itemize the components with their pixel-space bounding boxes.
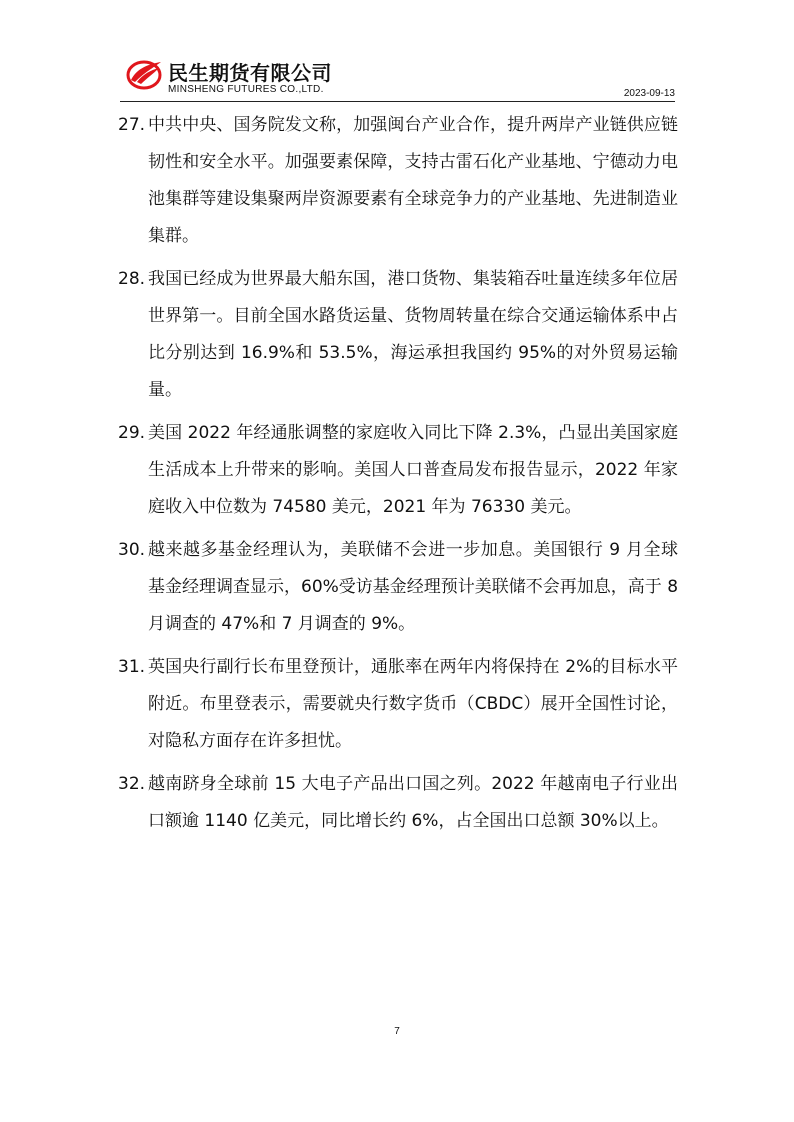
news-list bbox=[118, 107, 678, 846]
page-header bbox=[120, 54, 675, 102]
news-item bbox=[118, 261, 678, 409]
item-text: 美国 2022 年经通胀调整的家庭收入同比下降 2.3%，凸显出美国家庭生活成本上升带来的影响。美国人口普查局发布报告显示，2022 年家庭收入中位数为 74580 美元，2021 年为 76330 美元。 bbox=[148, 423, 678, 517]
item-number: 31. bbox=[118, 657, 146, 677]
item-text: 越南跻身全球前 15 大电子产品出口国之列。2022 年越南电子行业出口额逾 1140 亿美元，同比增长约 6%，占全国出口总额 30%以上。 bbox=[148, 774, 678, 831]
item-text: 我国已经成为世界最大船东国，港口货物、集装箱吞吐量连续多年位居世界第一。目前全国水路货运量、货物周转量在综合交通运输体系中占比分别达到 16.9%和 53.5%，海运承担我国约 95%的对外贸易运输量。 bbox=[148, 269, 678, 400]
news-item bbox=[118, 107, 678, 255]
item-number: 32. bbox=[118, 774, 146, 794]
report-date: 2023-09-13 bbox=[623, 88, 675, 99]
header-divider bbox=[120, 101, 675, 102]
minsheng-logo-icon bbox=[125, 58, 163, 90]
item-number: 29. bbox=[118, 423, 146, 443]
page-number: 7 bbox=[394, 1026, 400, 1037]
item-text: 中共中央、国务院发文称，加强闽台产业合作，提升两岸产业链供应链韧性和安全水平。加强要素保障，支持古雷石化产业基地、宁德动力电池集群等建设集聚两岸资源要素有全球竞争力的产业基地、先进制造业集群。 bbox=[148, 115, 678, 246]
item-text: 英国央行副行长布里登预计，通胀率在两年内将保持在 2%的目标水平附近。布里登表示，需要就央行数字货币（CBDC）展开全国性讨论，对隐私方面存在许多担忧。 bbox=[148, 657, 678, 751]
news-item bbox=[118, 532, 678, 643]
item-number: 27. bbox=[118, 115, 146, 135]
news-item bbox=[118, 415, 678, 526]
item-text: 越来越多基金经理认为，美联储不会进一步加息。美国银行 9 月全球基金经理调查显示，60%受访基金经理预计美联储不会再加息，高于 8 月调查的 47%和 7 月调查的 9%。 bbox=[148, 540, 679, 634]
news-item bbox=[118, 649, 678, 760]
company-name-cn: 民生期货有限公司 bbox=[168, 61, 332, 85]
news-item bbox=[118, 766, 678, 840]
item-number: 30. bbox=[118, 540, 146, 560]
item-number: 28. bbox=[118, 269, 146, 289]
company-name-en: MINSHENG FUTURES CO.,LTD. bbox=[168, 84, 324, 95]
